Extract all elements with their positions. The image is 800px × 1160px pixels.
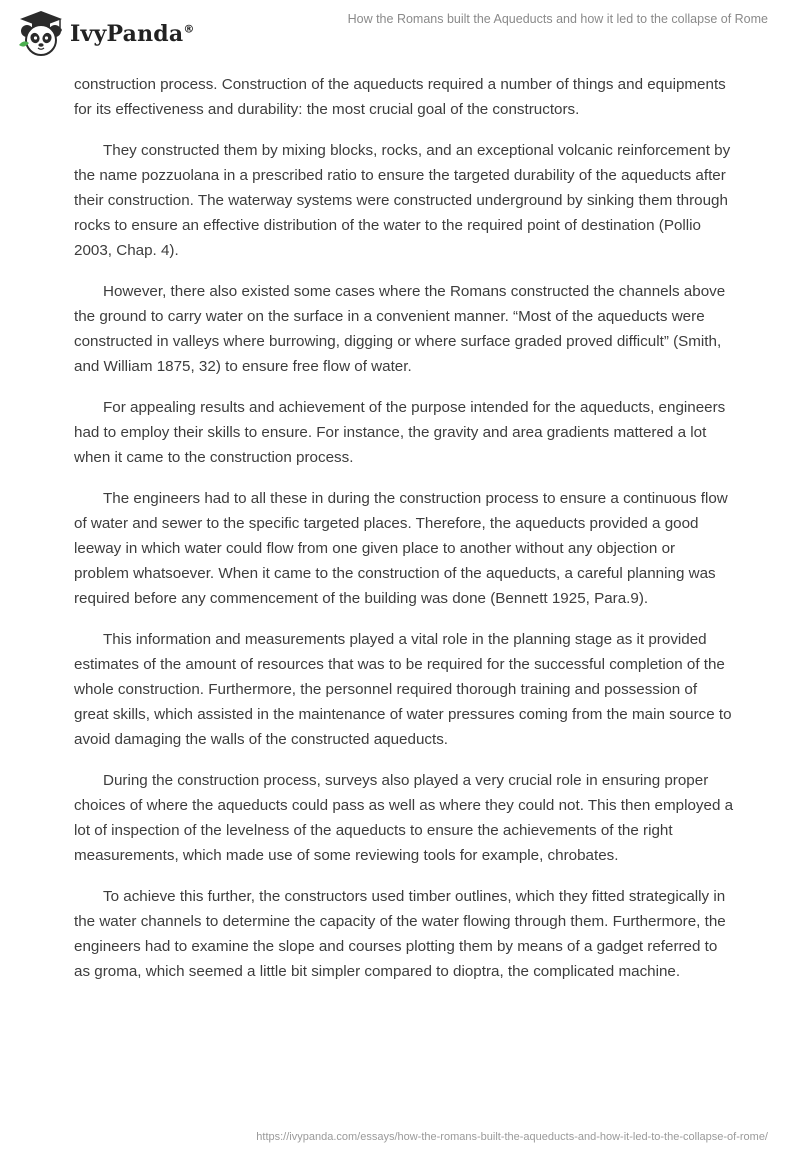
paragraph: For appealing results and achievement of the purpose intended for the aqueducts, engineers had to employ their skills to ensure. For instance, the gravity and area gradients mattered a lot when it came to the construction process. bbox=[74, 399, 726, 466]
panda-graduate-icon bbox=[16, 9, 66, 57]
paragraph: During the construction process, surveys also played a very crucial role in ensuring proper choices of where the aqueducts could pass as well as where they could not. This then employed a lot of inspection of the levelness of the aqueducts to ensure the achievements of the right measurements, which made use of some reviewing tools for example, chrobates. bbox=[74, 772, 734, 864]
paragraph: construction process. Construction of the aqueducts required a number of things and equipments for its effectiveness and durability: the most crucial goal of the constructors. bbox=[74, 76, 726, 118]
brand-logo[interactable] bbox=[16, 9, 195, 57]
essay-body bbox=[74, 72, 734, 1000]
brand-name: IvyPanda® bbox=[70, 21, 195, 47]
source-url[interactable]: https://ivypanda.com/essays/how-the-romans-built-the-aqueducts-and-how-it-led-to-the-collapse-of-rome/ bbox=[256, 1131, 768, 1143]
paragraph: This information and measurements played a vital role in the planning stage as it provided estimates of the amount of resources that was to be required for the successful completion of the whole construction. Furthermore, the personnel required thorough training and possession of great skills, which assisted in the maintenance of water pressures coming from the main source to avoid damaging the walls of the constructed aqueducts. bbox=[74, 631, 732, 748]
paragraph: They constructed them by mixing blocks, rocks, and an exceptional volcanic reinforcement by the name pozzuolana in a prescribed ratio to ensure the targeted durability of the aqueducts after their construction. The waterway systems were constructed underground by sinking them through rocks to ensure an effective distribution of the water to the required point of destination (Pollio 2003, Chap. 4). bbox=[74, 142, 731, 259]
document-title: How the Romans built the Aqueducts and how it led to the collapse of Rome bbox=[347, 12, 768, 26]
paragraph: To achieve this further, the constructors used timber outlines, which they fitted strategically in the water channels to determine the capacity of the water flowing through them. Furthermore, the engineers had to examine the slope and courses plotting them by means of a gadget referred to as groma, which seemed a little bit simpler compared to dioptra, the complicated machine. bbox=[74, 888, 726, 980]
paragraph: The engineers had to all these in during the construction process to ensure a continuous flow of water and sewer to the specific targeted places. Therefore, the aqueducts provided a good leeway in which water could flow from one given place to another without any objection or problem whatsoever. When it came to the construction of the aqueducts, a careful planning was required before any commencement of the building was done (Bennett 1925, Para.9). bbox=[74, 490, 728, 607]
paragraph: However, there also existed some cases where the Romans constructed the channels above the ground to carry water on the surface in a convenient manner. “Most of the aqueducts were constructed in valleys where burrowing, digging or where surface graded proved difficult” (Smith, and William 1875, 32) to ensure free flow of water. bbox=[74, 283, 726, 375]
page-header bbox=[0, 0, 800, 60]
